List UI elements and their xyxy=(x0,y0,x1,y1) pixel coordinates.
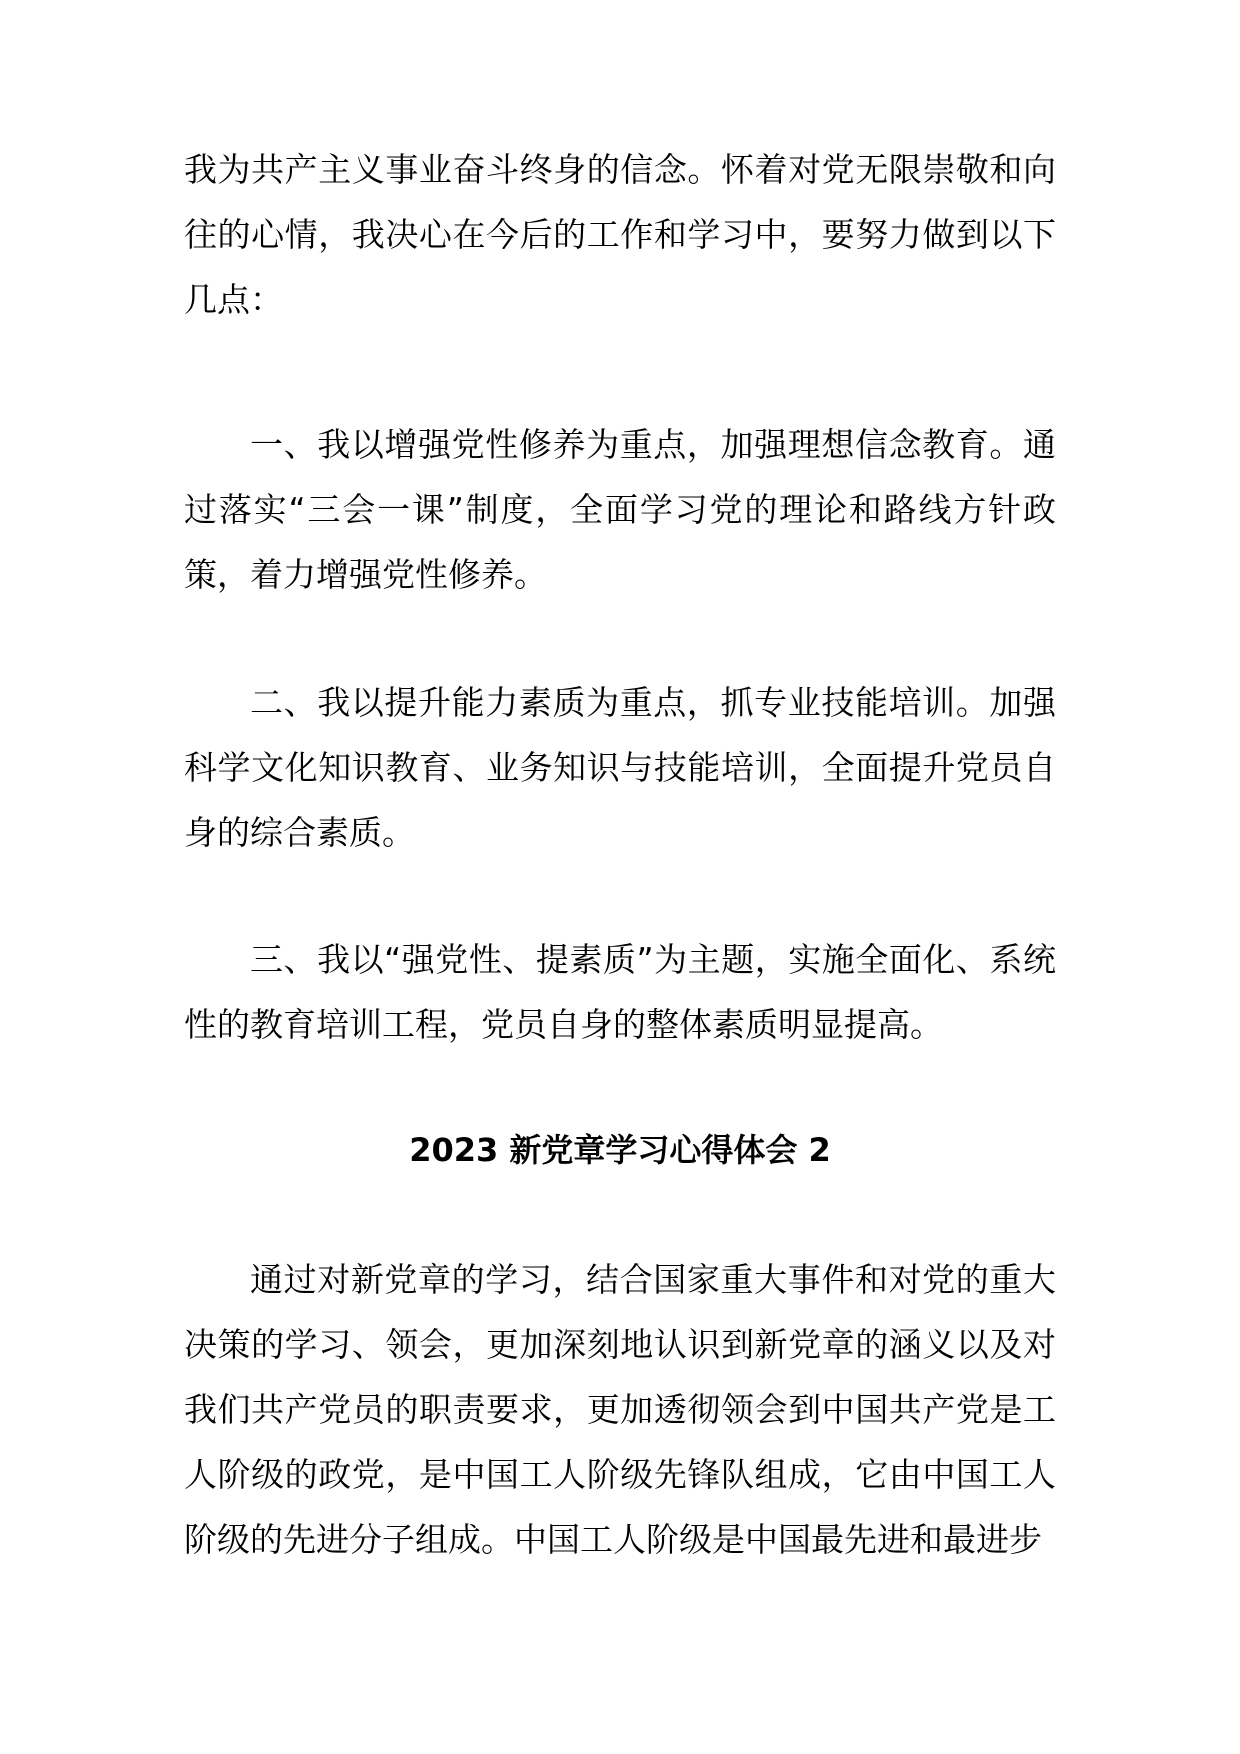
paragraph-point-3: 三、我以“强党性、提素质”为主题，实施全面化、系统性的教育培训工程，党员自身的整体素质明显提高。 xyxy=(184,940,1056,1044)
section-heading: 2023 新党章学习心得体会 2 xyxy=(409,1131,831,1169)
paragraph-intro-continuation: 我为共产主义事业奋斗终身的信念。怀着对党无限崇敬和向往的心情，我决心在今后的工作和学习中，要努力做到以下几点： xyxy=(184,150,1056,319)
paragraph-point-1: 一、我以增强党性修养为重点，加强理想信念教育。通过落实“三会一课”制度，全面学习党的理论和路线方针政策，着力增强党性修养。 xyxy=(184,425,1056,594)
paragraph-point-2: 二、我以提升能力素质为重点，抓专业技能培训。加强科学文化知识教育、业务知识与技能培训，全面提升党员自身的综合素质。 xyxy=(184,683,1056,852)
paragraph-section-2: 通过对新党章的学习，结合国家重大事件和对党的重大决策的学习、领会，更加深刻地认识到新党章的涵义以及对我们共产党员的职责要求，更加透彻领会到中国共产党是工人阶级的政党，是中国工人阶级先锋队组成，它由中国工人阶级的先进分子组成。中国工人阶级是中国最先进和最进步 xyxy=(184,1260,1056,1559)
